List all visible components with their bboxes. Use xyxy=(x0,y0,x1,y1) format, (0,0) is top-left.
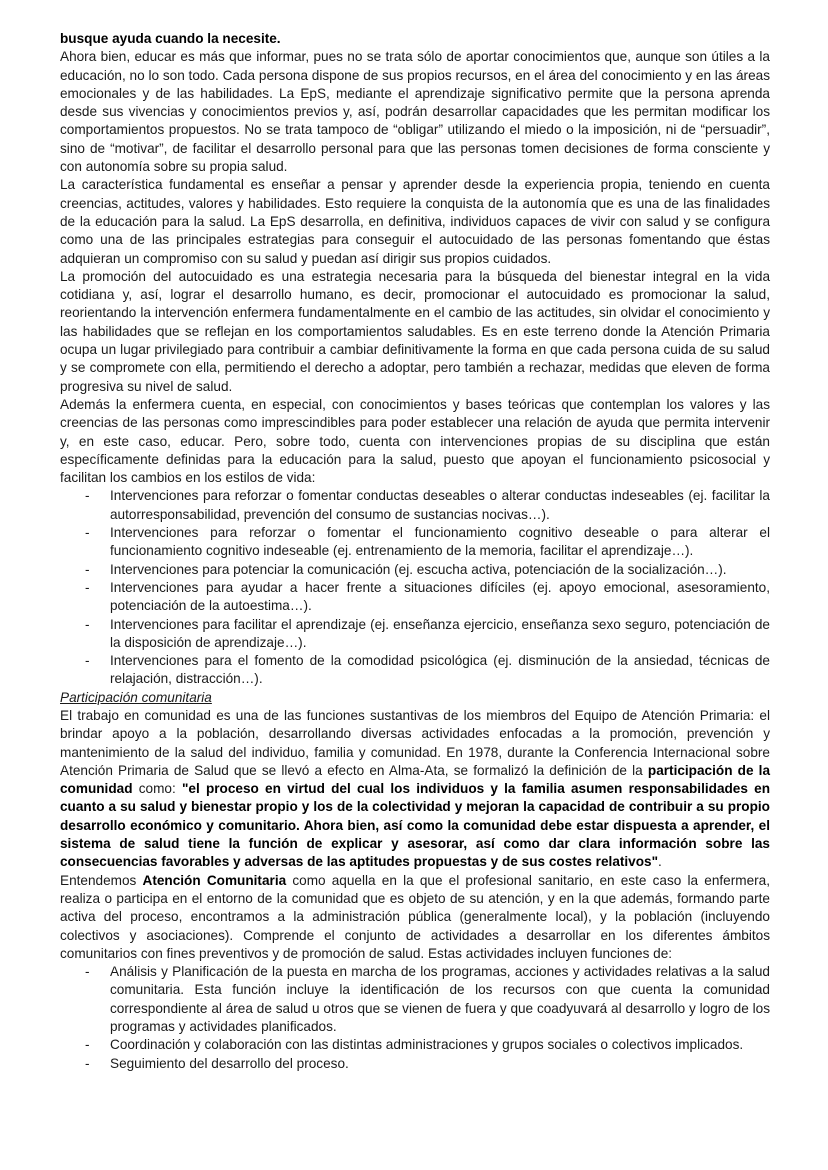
bullet-dash: - xyxy=(85,579,90,595)
list-item: - Intervenciones para facilitar el aprendizaje (ej. enseñanza ejercicio, enseñanza sexo seguro, potenciación de la disposición de aprendizaje…). xyxy=(85,616,770,650)
bullet-dash: - xyxy=(85,653,90,669)
bullet-dash: - xyxy=(85,1037,90,1053)
paragraph-5: El trabajo en comunidad es una de las funciones sustantivas de los miembros del Equipo de Atención Primaria: el brindar apoyo a la población, desarrollando diversas actividades enfocadas a la promoción, prevención y mantenimiento de la salud del individuo, familia y comunidad. En 1978, durante la Conferencia Internacional sobre Atención Primaria de Salud que se llevó a efecto en Alma-Ata, se formalizó la definición de la participación de la comunidad como: "el proceso en virtud del cual los individuos y la familia asumen responsabilidades en cuanto a su salud y bienestar propio y los de la colectividad y mejoran la capacidad de contribuir a su propio desarrollo económico y comunitario. Ahora bien, así como la comunidad debe estar dispuesta a aprender, el sistema de salud tiene la función de explicar y asesorar, así como dar clara información sobre las consecuencias favorables y adversas de las aptitudes propuestas y de sus costes relativos". xyxy=(60,707,771,870)
bullet-dash: - xyxy=(85,616,90,632)
bullet-dash: - xyxy=(85,1055,90,1071)
list-item: - Intervenciones para ayudar a hacer frente a situaciones difíciles (ej. apoyo emocional, asesoramiento, potenciación de la autoestima…). xyxy=(85,579,770,614)
paragraph-1: Ahora bien, educar es más que informar, pues no se trata sólo de aportar conocimientos que, aunque son útiles a la educación, no lo son todo. Cada persona dispone de sus propios recursos, en el área del conocimiento y en las áreas emocionales y de las habilidades. La EpS, mediante el aprendizaje significativo permite que la persona aprenda desde sus vivencias y conocimientos previos y, así, podrán desarrollar capacidades que les permitan modificar los comportamientos propuestos. No se trata tampoco de “obligar” utilizando el miedo o la imposición, ni de “persuadir”, sino de “motivar”, de facilitar el desarrollo personal para que las personas tomen decisiones de forma consciente y con autonomía sobre su propia salud. xyxy=(60,49,770,175)
paragraph-3: La promoción del autocuidado es una estrategia necesaria para la búsqueda del bienestar integral en la vida cotidiana y, así, lograr el desarrollo humano, es decir, promocionar el autocuidado es promocionar la salud, reorientando la intervención enfermera fundamentalmente en el cambio de las actitudes, sin olvidar el conocimiento y las habilidades que se reflejan en los comportamientos saludables. Es en este terreno donde la Atención Primaria ocupa un lugar privilegiado para contribuir a cambiar definitivamente la forma en que cada persona cuida de su salud y se compromete con ella, permitiendo el derecho a adoptar, pero también a rechazar, medidas que eleven de forma progresiva su nivel de salud. xyxy=(60,268,770,394)
list-item: - Seguimiento del desarrollo del proceso. xyxy=(60,1055,770,1073)
list-item: - Intervenciones para el fomento de la comodidad psicológica (ej. disminución de la ansiedad, técnicas de relajación, distracción…). xyxy=(85,653,770,687)
list-item: - Intervenciones para reforzar o fomentar conductas deseables o alterar conductas indeseables (ej. facilitar la autorresponsabilidad, prevención del consumo de sustancias nocivas…). xyxy=(85,488,770,522)
paragraph-2: La característica fundamental es enseñar a pensar y aprender desde la experiencia propia, teniendo en cuenta creencias, actitudes, valores y habilidades. Esto requiere la conquista de la autonomía que es una de las finalidades de la educación para la salud. La EpS desarrolla, en definitiva, individuos capaces de vivir con salud y se configura como una de las principales estrategias para conseguir el autocuidado de las personas fomentando que éstas adquieran un compromiso con su salud y puedan así dirigir sus propios cuidados. xyxy=(60,177,770,266)
paragraph-6: Entendemos Atención Comunitaria como aquella en la que el profesional sanitario, en este caso la enfermera, realiza o participa en el entorno de la comunidad que es objeto de su atención, y en la que además, formando parte activa del proceso, encontramos a la administración pública (generalmente local), y la población (incluyendo colectivos y asociaciones). Comprende el conjunto de actividades a desarrollar en los diferentes ámbitos comunitarios con fines preventivos y de promoción de salud. Estas actividades incluyen funciones de: xyxy=(60,872,770,961)
bullet-dash: - xyxy=(85,561,90,577)
list-item: - Intervenciones para reforzar o fomentar el funcionamiento cognitivo deseable o para alterar el funcionamiento cognitivo indeseable (ej. entrenamiento de la memoria, facilitar el aprendizaje…). xyxy=(85,525,770,559)
functions-list xyxy=(60,963,770,1073)
list-item: - Coordinación y colaboración con las distintas administraciones y grupos sociales o colectivos implicados. xyxy=(60,1036,770,1054)
paragraph-4: Además la enfermera cuenta, en especial, con conocimientos y bases teóricas que contemplan los valores y las creencias de las personas como imprescindibles para poder establecer una relación de ayuda que permita intervenir y, en este caso, educar. Pero, sobre todo, cuenta con intervenciones propias de su disciplina que están específicamente definidas para la educación para la salud, puesto que apoyan el funcionamiento psicosocial y facilitan los cambios en los estilos de vida: xyxy=(60,396,770,486)
list-item: - Análisis y Planificación de la puesta en marcha de los programas, acciones y actividades relativas a la salud comunitaria. Esta función incluye la identificación de los recursos con que cuenta la comunidad correspondiente al área de salud u otros que se vienen de fuera y que coadyuvará al desarrollo y logro de los programas y actividades planificados. xyxy=(85,964,770,1035)
bullet-dash: - xyxy=(85,525,90,541)
intro-bold-line: busque ayuda cuando la necesite. xyxy=(60,31,281,46)
interventions-list xyxy=(60,487,770,688)
bullet-dash: - xyxy=(85,964,90,980)
list-item: - Intervenciones para potenciar la comunicación (ej. escucha activa, potenciación de la socialización…). xyxy=(60,561,770,579)
bullet-dash: - xyxy=(85,488,90,504)
section-heading: Participación comunitaria xyxy=(60,689,212,705)
